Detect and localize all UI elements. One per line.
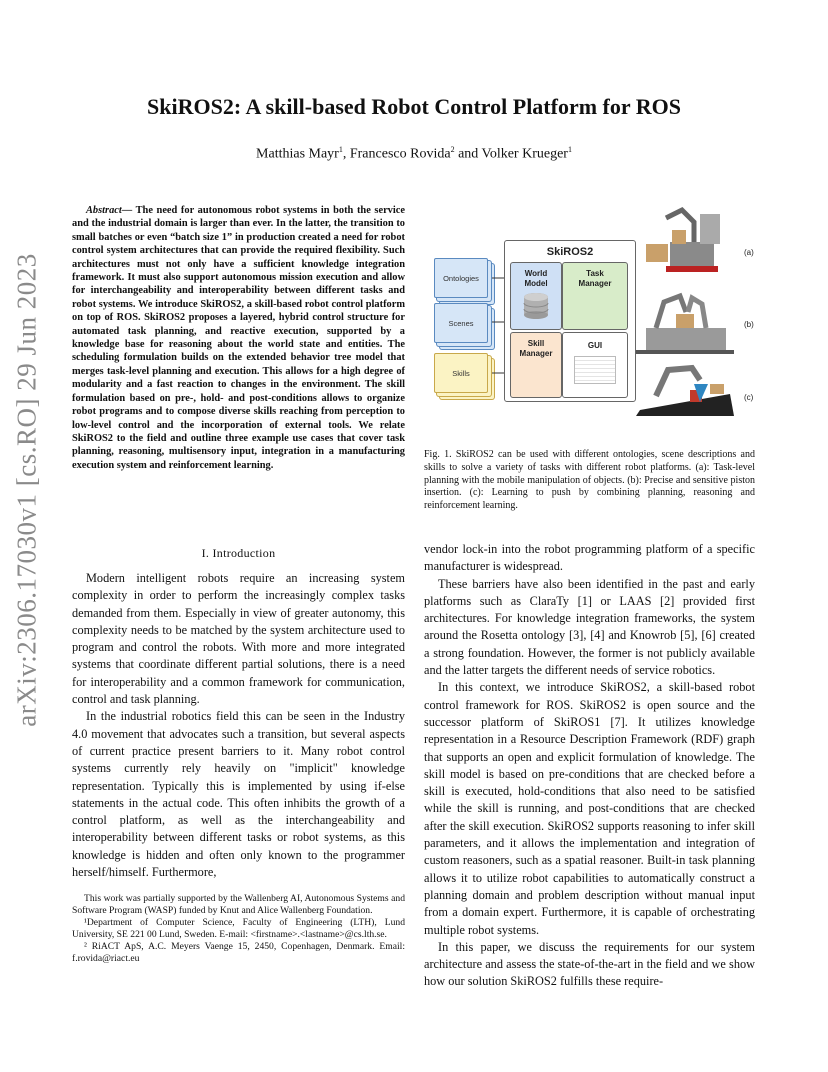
paragraph: In this context, we introduce SkiROS2, a skill-based robot control framework for ROS. SkiROS2 is open source and the successor platform of SkiROS1 [7]. It utilizes knowledge representation in a Resource Description Framework (RDF) graph that supports an open and explicit formulation of knowledge. The skill model is based on pre-conditions that are checked before a skill is executed, hold-conditions that also need to be satisfied while the skill is running, and post-conditions that are checked after the skill execution. SkiROS2 supports reasoning to infer skill parameters, and it allows the implementation and integration of custom reasoners, such as a spatial reasoner. Built-in task planning allows it to utilize robot capabilities to automatically construct a planning domain and problem description without manual input from a domain expert. Furthermore, it is capable of orchestrating multiple robot systems. — [424, 680, 755, 937]
system-title: SkiROS2 — [546, 246, 594, 258]
database-icon — [521, 292, 551, 320]
robot-photo-b — [636, 282, 734, 358]
footnotes — [72, 893, 405, 965]
label-a: (a) — [744, 248, 754, 257]
left-column-body — [72, 570, 405, 881]
robot-photo-a — [636, 200, 734, 276]
affiliation-marker: 1 — [567, 145, 572, 154]
robot-photo-c — [636, 360, 734, 416]
paragraph: Modern intelligent robots require an increasing system complexity in order to perform the increasingly complex tasks demanded from them. Especially in view of greater autonomy, this complexity needs to be matched by the system architecture used to program and control the robots. With more and more integrated systems that coordinate different partial solutions, there is a need for interoperability and a common framework for communication, control and task planning. — [72, 571, 405, 707]
footnote-funding: This work was partially supported by the Wallenberg AI, Autonomous Systems and Software Program (WASP) funded by Knut and Alice Wallenberg Foundation. — [72, 893, 405, 916]
paragraph: In the industrial robotics field this can be seen in the Industry 4.0 movement that advocates such a transition, but several aspects of current practice present barriers to it. Many robot control systems currently rely heavily on "implicit" knowledge representation. Typically this is implemented by using if-else statements in the actual code. This often inhibits the growth of a control platform, as well as the interchangeability and interoperability between different tasks or robot systems, as this knowledge is hidden and often only known to the programmer herself/himself. Furthermore, — [72, 709, 405, 880]
task-manager-box: Task Manager — [562, 262, 628, 330]
right-column-body — [424, 541, 755, 991]
author-2: , Francesco Rovida — [342, 146, 451, 162]
affiliation-marker: 2 — [450, 145, 455, 154]
world-model-box: World Model — [510, 262, 562, 330]
label-b: (b) — [744, 320, 754, 329]
ontologies-stack: Ontologies — [434, 258, 488, 298]
affiliation-marker: 1 — [338, 145, 343, 154]
skills-stack: Skills — [434, 353, 488, 393]
footnote-affiliation-2: ² RiACT ApS, A.C. Meyers Vaenge 15, 2450, Copenhagen, Denmark. Email: f.rovida@riact.eu — [72, 941, 405, 964]
abstract-label: Abstract — [86, 205, 122, 216]
gui-screenshot — [574, 356, 616, 384]
footnote-affiliation-1: ¹Department of Computer Science, Faculty of Engineering (LTH), Lund University, SE 221 00 Lund, Sweden. E-mail: <firstname>.<lastname>@cs.lth.se. — [72, 917, 405, 940]
figure-caption: Fig. 1. SkiROS2 can be used with different ontologies, scene descriptions and skills to solve a variety of tasks with different robot platforms. (a): Task-level planning with the mobile manipulation of objects. (b): Precise and sensitive piston insertion. (c): Learning to push by combining planning, reasoning and reinforcement learning. — [424, 449, 755, 512]
paragraph: In this paper, we discuss the requirements for our system architecture and assess the state-of-the-art in the field and we show how our solution SkiROS2 fulfills these require- — [424, 939, 755, 989]
scenes-stack: Scenes — [434, 303, 488, 343]
author-1: Matthias Mayr — [256, 146, 339, 162]
skill-manager-box: Skill Manager — [510, 332, 562, 398]
paragraph: vendor lock-in into the robot programming platform of a specific manufacturer is widespread. — [424, 542, 755, 574]
author-list — [0, 145, 828, 163]
label-c: (c) — [744, 393, 754, 402]
figure-1 — [424, 200, 764, 415]
paper-title: SkiROS2: A skill-based Robot Control Platform for ROS — [147, 94, 681, 119]
abstract — [72, 204, 405, 472]
abstract-text: — The need for autonomous robot systems in both the service and the industrial domain is larger than ever. In the latter, the transition to small batches or even “batch size 1” in production created a need for robot control system architectures that can provide the required flexibility. Such architectures must not only have a sufficient knowledge integration framework. It must also support autonomous mission execution and allow for interchangeability and interoperability between different tasks and robot systems. We introduce SkiROS2, a skill-based robot control platform on top of ROS. SkiROS2 proposes a layered, hybrid control structure for automated task planning, and reactive execution, supported by a knowledge base for reasoning about the world state and entities. The scheduling formulation builds on the extended behavior tree model that merges task-level planning and execution. This allows for a high degree of modularity and a fast reaction to changes in the environment. The skill formulation based on pre-, hold- and post-conditions allows to organize robot programs and to compose diverse skills reaching from perception to low-level control and the incorporation of external tools. We relate SkiROS2 to the field and outline three example use cases that cover task planning, reasoning, multisensory input, integration in a manufacturing execution system and reinforcement learning. — [72, 205, 405, 471]
author-3: and Volker Krueger — [454, 146, 568, 162]
arxiv-identifier: arXiv:2306.17030v1 [cs.RO] 29 Jun 2023 — [11, 253, 42, 727]
gui-box: GUI — [562, 332, 628, 398]
section-heading: I. Introduction — [201, 546, 276, 560]
paragraph: These barriers have also been identified in the past and early platforms such as ClaraTy [1] or LAAS [2] provided first architectures. For knowledge integration frameworks, the system around the Rosetta ontology [3], [4] and Knowrob [5], [6] created a strong foundation. However, the former is not publicly available and the latter targets the different needs of service robotics. — [424, 576, 755, 678]
